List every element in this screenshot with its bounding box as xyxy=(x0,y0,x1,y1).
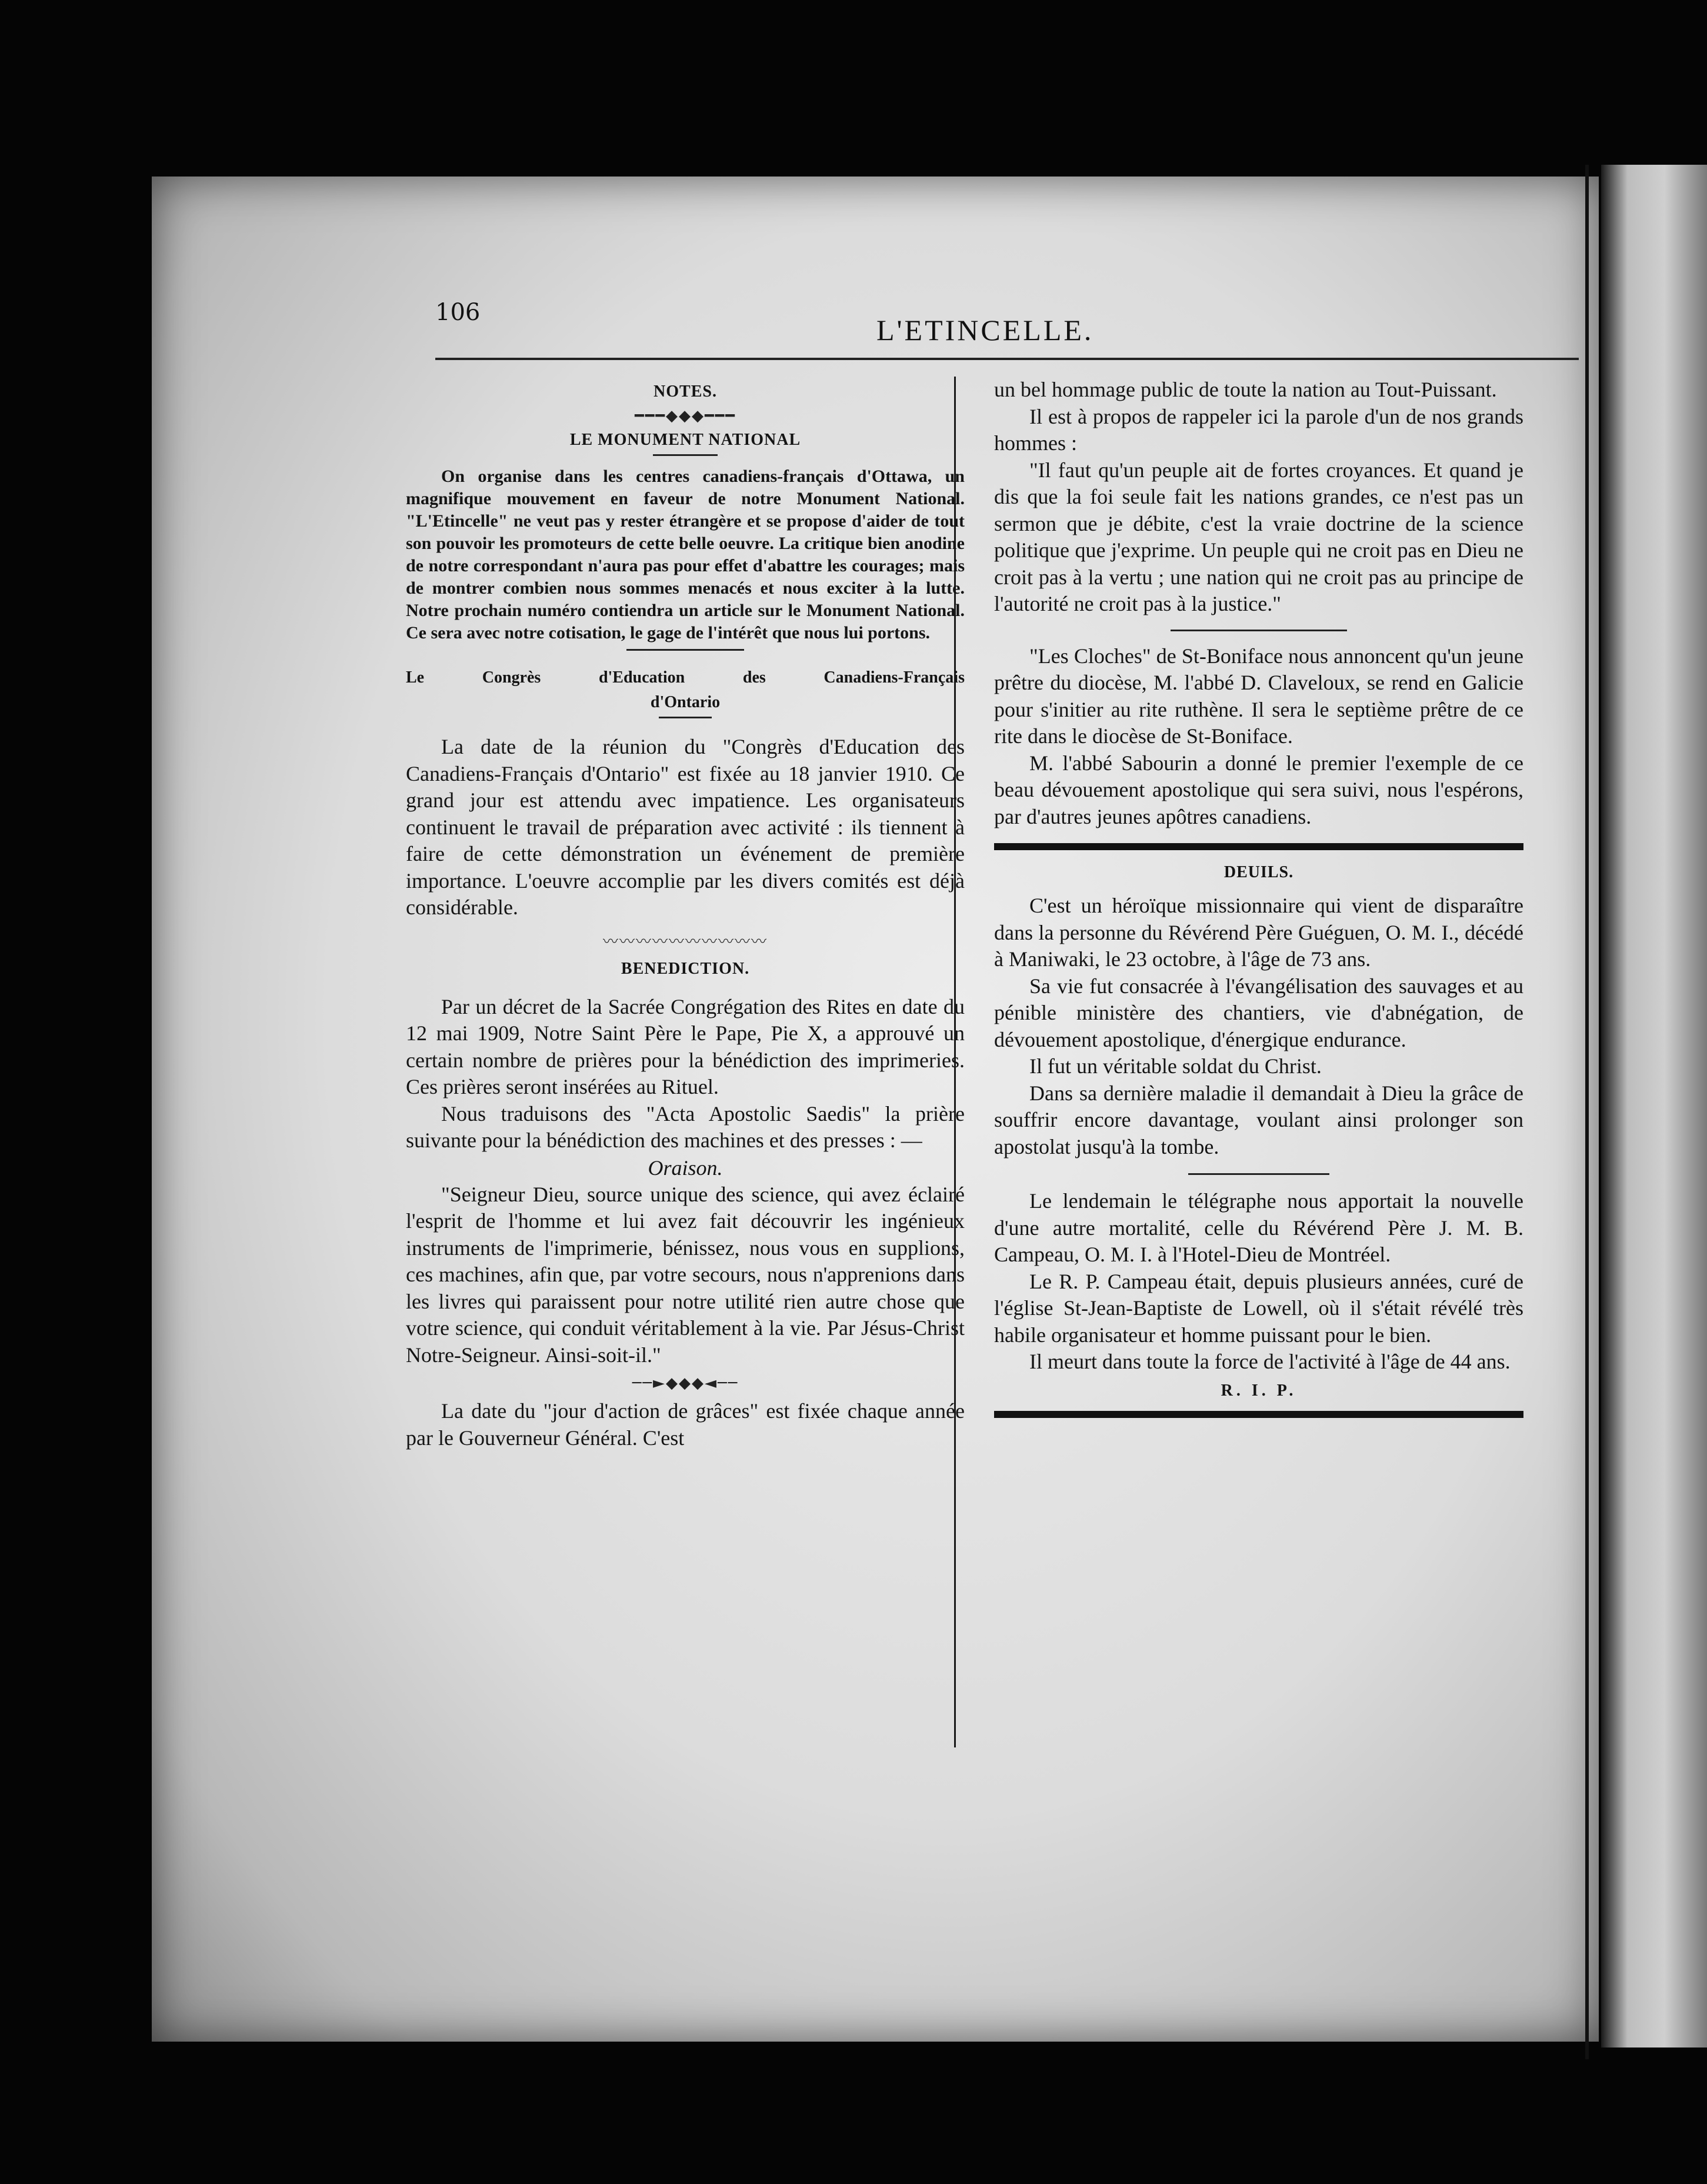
deuils-paragraph-3: Il fut un véritable soldat du Christ. xyxy=(1029,1054,1322,1078)
wavy-divider: 〰〰〰〰〰〰〰〰〰〰 xyxy=(602,933,768,951)
short-rule xyxy=(1188,1173,1329,1175)
deuils-paragraph-1: C'est un héroïque missionnaire qui vient de disparaître dans la personne du Révérend Père Guéguen, O. M. I., décédé à Maniwaki, le 23 octobre, à l'âge de 73 ans. xyxy=(994,894,1523,971)
deuils-heading: DEUILS. xyxy=(1223,863,1294,881)
header-rule xyxy=(435,358,1579,360)
thick-rule xyxy=(994,843,1523,850)
congres-heading: Le Congrès d'Education des Canadiens-Français xyxy=(406,668,965,687)
ornament-divider: ━━━◆◆◆━━━ xyxy=(635,407,736,425)
sabourin-text: M. l'abbé Sabourin a donné le premier l'exemple de ce beau dévouement apostolique qui sera suivi, nous l'espérons, par d'autres jeunes apôtres canadiens. xyxy=(994,751,1523,828)
right-column xyxy=(994,377,1523,1431)
page-fold-line xyxy=(1585,165,1589,2059)
oraison-text: "Seigneur Dieu, source unique des science, qui avez éclairé l'esprit de l'homme et lui avez fait découvrir les ingénieux instruments de l'imprimerie, bénissez, nous vous en supplions, ces machines, afin que, par votre secours, nous n'apprenions dans les livres qui paraissent pour notre utilité rien autre chose que votre science, qui conduit véritablement à la vie. Par Jésus-Christ Notre-Seigneur. Ainsi-soit-il." xyxy=(406,1182,965,1367)
campeau-paragraph-1: Le lendemain le télégraphe nous apportait la nouvelle d'une autre mortalité, celle du Révérend Père J. M. B. Campeau, O. M. I. à l'Hotel-Dieu de Montréel. xyxy=(994,1189,1523,1266)
campeau-paragraph-2: Le R. P. Campeau était, depuis plusieurs années, curé de l'église St-Jean-Baptiste de Lowell, où il s'était révélé très habile organisateur et homme puissant pour le bien. xyxy=(994,1269,1523,1347)
short-rule xyxy=(653,454,718,456)
ornament-divider: ──►◆◆◆◄── xyxy=(632,1374,739,1392)
congres-heading-line-2: d'Ontario xyxy=(650,693,721,711)
left-column xyxy=(406,377,965,1451)
journal-title: L'ETINCELLE. xyxy=(876,314,1094,347)
short-rule xyxy=(1171,630,1347,631)
rappeler-text: Il est à propos de rappeler ici la parole d'un de nos grands hommes : xyxy=(994,404,1523,455)
page-number: 106 xyxy=(435,299,481,326)
monument-heading: LE MONUMENT NATIONAL xyxy=(569,431,801,449)
benediction-paragraph-1: Par un décret de la Sacrée Congrégation des Rites en date du 12 mai 1909, Notre Saint Père le Pape, Pie X, a approuvé un certain nombre de prières pour la bénédiction des imprimeries. Ces prières seront insérées au Rituel. xyxy=(406,994,965,1098)
cloches-text: "Les Cloches" de St-Boniface nous annoncent qu'un jeune prêtre du diocèse, M. l'abbé D. Claveloux, se rend en Galicie pour s'initier au rite ruthène. Il sera le septième prêtre de ce rite dans le diocèse de St-Boniface. xyxy=(994,644,1523,748)
oraison-label: Oraison. xyxy=(648,1156,723,1180)
thick-rule xyxy=(994,1411,1523,1418)
notes-heading: NOTES. xyxy=(654,382,717,401)
adjacent-page-edge xyxy=(1601,165,1707,2048)
short-rule xyxy=(659,717,712,718)
congres-text: La date de la réunion du "Congrès d'Education des Canadiens-Français d'Ontario" est fixée au 18 janvier 1910. Ce grand jour est attendu avec impatience. Les organisateurs continuent le travail de préparation avec activité : ils tiennent à faire de cette démonstration un événement de première importance. L'oeuvre accomplie par les divers comités est déjà considérable. xyxy=(406,735,965,919)
deuils-paragraph-2: Sa vie fut consacrée à l'évangélisation des sauvages et au pénible ministère des chantiers, vie d'abnégation, de dévouement apostolique, d'énergique endurance. xyxy=(994,974,1523,1051)
deuils-paragraph-4: Dans sa dernière maladie il demandait à Dieu la grâce de souffrir encore davantage, voulant ainsi prolonger son apostolat jusqu'à la tombe. xyxy=(994,1081,1523,1158)
short-rule xyxy=(626,649,744,651)
benediction-heading: BENEDICTION. xyxy=(621,959,750,978)
action-graces-text: La date du "jour d'action de grâces" est fixée chaque année par le Gouverneur Général. C'est xyxy=(406,1399,965,1450)
monument-text: On organise dans les centres canadiens-français d'Ottawa, un magnifique mouvement en faveur de notre Monument National. "L'Etincelle" ne veut pas y rester étrangère et se propose d'aider de tout son pouvoir les promoteurs de cette belle oeuvre. La critique bien anodine de notre correspondant n'aura pas pour effet d'abattre les courages; mais de montrer combien nous sommes menacés et nous exciter à la lutte. Notre prochain numéro contiendra un article sur le Monument National. Ce sera avec notre cotisation, le gage de l'intérêt que nous lui portons. xyxy=(406,467,965,642)
campeau-paragraph-3: Il meurt dans toute la force de l'activité à l'âge de 44 ans. xyxy=(1029,1350,1511,1373)
quote-text: "Il faut qu'un peuple ait de fortes croyances. Et quand je dis que la foi seule fait les nations grandes, ce n'est pas un sermon que je débite, c'est la vraie doctrine de la science politique que j'exprime. Un peuple qui ne croit pas en Dieu ne croit pas à la vertu ; une nation qui ne croit pas au principe de l'autorité ne croit pas à la justice." xyxy=(994,458,1523,615)
continuation-text: un bel hommage public de toute la nation au Tout-Puissant. xyxy=(994,378,1497,401)
rip-label: R. I. P. xyxy=(1221,1381,1297,1400)
benediction-paragraph-2: Nous traduisons des "Acta Apostolic Saedis" la prière suivante pour la bénédiction des machines et des presses : — xyxy=(406,1101,965,1152)
